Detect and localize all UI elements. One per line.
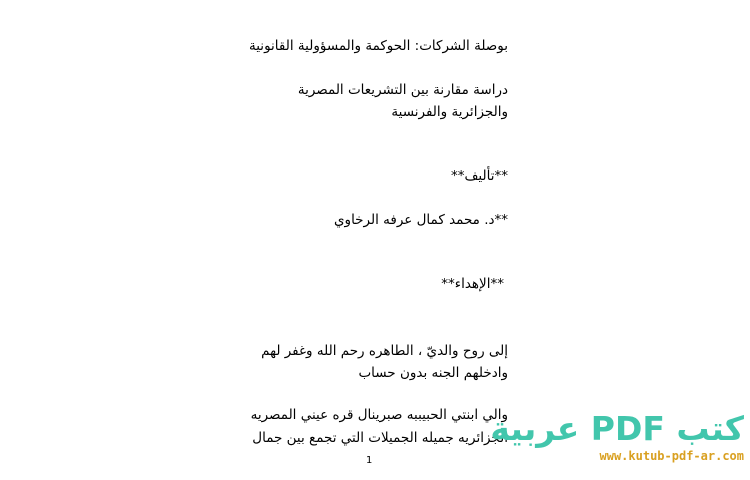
dedication-line-3: والي ابنتي الحبيببه صبرينال قره عيني المصريه xyxy=(250,407,508,423)
watermark-url: www.kutub-pdf-ar.com xyxy=(599,449,744,463)
dedication-line-4: الجزائريه جميله الجميلات التي تجمع بين جمال xyxy=(252,430,508,446)
watermark-logo xyxy=(490,409,744,464)
book-title: بوصلة الشركات: الحوكمة والمسؤولية القانونية xyxy=(249,38,508,54)
dedication-line-1: إلى روح والديّ ، الطاهره رحم الله وغفر لهم xyxy=(261,343,508,359)
dedication-heading: **الإهداء** xyxy=(441,276,504,292)
subtitle-line-1: دراسة مقارنة بين التشريعات المصرية xyxy=(297,82,508,98)
author-name: **د. محمد كمال عرفه الرخاوي xyxy=(333,212,508,228)
author-heading: **تأليف** xyxy=(450,168,508,184)
subtitle-line-2: والجزائرية والفرنسية xyxy=(391,104,508,120)
page-number: 1 xyxy=(366,455,373,466)
dedication-line-2: وادخلهم الجنه بدون حساب xyxy=(358,365,508,381)
watermark-title: كتب PDF عربية xyxy=(490,409,744,448)
